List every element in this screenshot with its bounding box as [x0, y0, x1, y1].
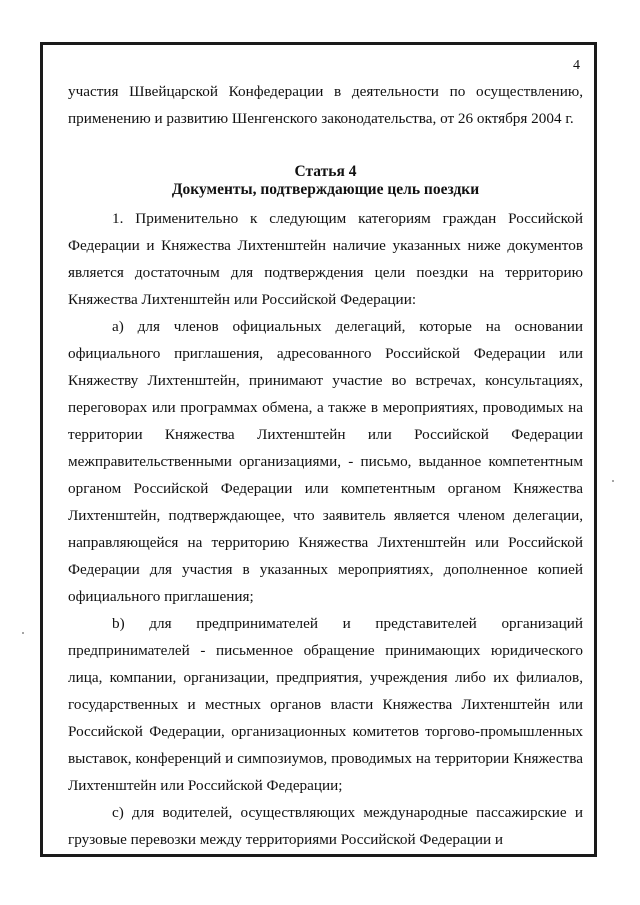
item-c: c) для водителей, осуществляющих международные пассажирские и грузовые перевозки между территориями Российской Федерации и: [68, 804, 583, 848]
article-heading: [68, 163, 583, 199]
document-body: [68, 78, 583, 853]
item-a: a) для членов официальных делегаций, которые на основании официального приглашения, адресованного Российской Федерации или Княжеству Лихтенштейн, принимают участие во встречах, консультациях, переговорах или программах обмена, а также в мероприятиях, проводимых на территории Княжества Лихтенштейн или Российской Федерации межправительственными организациями, - письмо, выданное компетентным органом Российской Федерации или компетентным органом Княжества Лихтенштейн, подтверждающее, что заявитель является членом делегации, направляющейся на территорию Княжества Лихтенштейн или Российской Федерации для участия в указанных мероприятиях, дополненное копией официального приглашения;: [68, 318, 583, 605]
intro-paragraph: участия Швейцарской Конфедерации в деятельности по осуществлению, применению и развитию Шенгенского законодательства, от 26 октября 2004 г.: [68, 83, 583, 127]
paragraph-1: 1. Применительно к следующим категориям граждан Российской Федерации и Княжества Лихтенштейн наличие указанных ниже документов является достаточным для подтверждения цели поездки на территорию Княжества Лихтенштейн или Российской Федерации:: [68, 210, 583, 308]
article-title: Статья 4: [294, 163, 357, 180]
scan-speck: [22, 632, 24, 634]
item-b: b) для предпринимателей и представителей организаций предпринимателей - письменное обращение принимающих юридического лица, компании, организации, предприятия, учреждения либо их филиалов, государственных и местных органов власти Княжества Лихтенштейн или Российской Федерации, организационных комитетов торгово-промышленных выставок, конференций и симпозиумов, проводимых на территории Княжества Лихтенштейн или Российской Федерации;: [68, 615, 583, 794]
article-body: [68, 205, 583, 853]
page-number: 4: [573, 58, 580, 73]
article-subtitle: Документы, подтверждающие цель поездки: [171, 181, 480, 198]
scan-speck: [612, 480, 614, 482]
